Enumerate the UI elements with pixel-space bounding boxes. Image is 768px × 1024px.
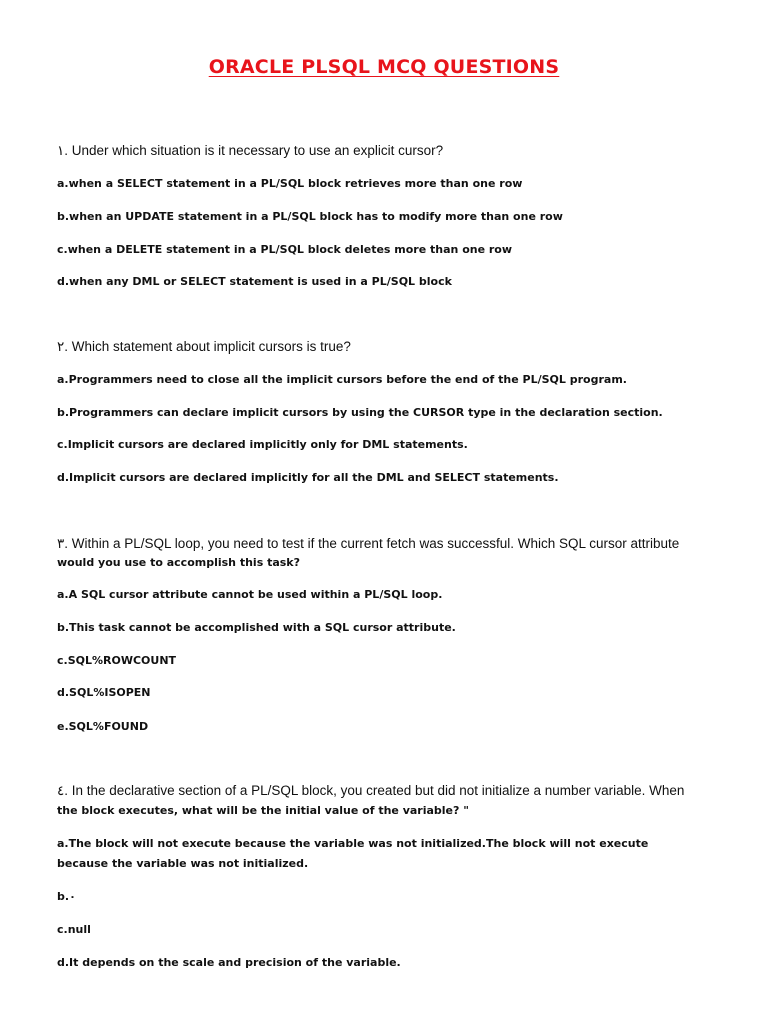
question-2-option-c: c.Implicit cursors are declared implicitly only for DML statements. bbox=[57, 438, 468, 451]
question-3-option-a: a.A SQL cursor attribute cannot be used within a PL/SQL loop. bbox=[57, 588, 443, 601]
question-2-text: ٢. Which statement about implicit cursors is true? bbox=[57, 339, 351, 354]
question-3-text: ٣. Within a PL/SQL loop, you need to test if the current fetch was successful. Which SQL cursor attribute bbox=[57, 536, 680, 551]
question-3-option-b: b.This task cannot be accomplished with a SQL cursor attribute. bbox=[57, 621, 456, 634]
question-4-continuation: the block executes, what will be the initial value of the variable? " bbox=[57, 804, 469, 817]
question-4-option-d: d.It depends on the scale and precision of the variable. bbox=[57, 956, 401, 969]
question-1-option-c: c.when a DELETE statement in a PL/SQL block deletes more than one row bbox=[57, 243, 513, 256]
question-1-option-b: b.when an UPDATE statement in a PL/SQL block has to modify more than one row bbox=[57, 210, 563, 223]
question-1-option-d: d.when any DML or SELECT statement is used in a PL/SQL block bbox=[57, 275, 452, 288]
question-4-text: ٤. In the declarative section of a PL/SQL block, you created but did not initialize a number variable. When bbox=[57, 783, 685, 798]
question-4-option-b: b.٠ bbox=[57, 890, 76, 903]
question-2-option-b: b.Programmers can declare implicit cursors by using the CURSOR type in the declaration section. bbox=[57, 406, 663, 419]
question-3-option-e: e.SQL%FOUND bbox=[57, 720, 149, 733]
question-3-continuation: would you use to accomplish this task? bbox=[57, 556, 300, 569]
question-2-option-a: a.Programmers need to close all the implicit cursors before the end of the PL/SQL program. bbox=[57, 373, 627, 386]
question-1-option-a: a.when a SELECT statement in a PL/SQL block retrieves more than one row bbox=[57, 177, 523, 190]
page-title: ORACLE PLSQL MCQ QUESTIONS bbox=[208, 56, 560, 78]
question-4-option-c: c.null bbox=[57, 923, 91, 936]
question-3-option-d: d.SQL%ISOPEN bbox=[57, 686, 151, 699]
question-3-option-c: c.SQL%ROWCOUNT bbox=[57, 654, 177, 667]
question-4-option-a: a.The block will not execute because the variable was not initialized.The block will not execute because the variable was not initialized. bbox=[57, 837, 649, 870]
question-1-text: ١. Under which situation is it necessary to use an explicit cursor? bbox=[57, 143, 444, 158]
question-2-option-d: d.Implicit cursors are declared implicitly for all the DML and SELECT statements. bbox=[57, 471, 559, 484]
